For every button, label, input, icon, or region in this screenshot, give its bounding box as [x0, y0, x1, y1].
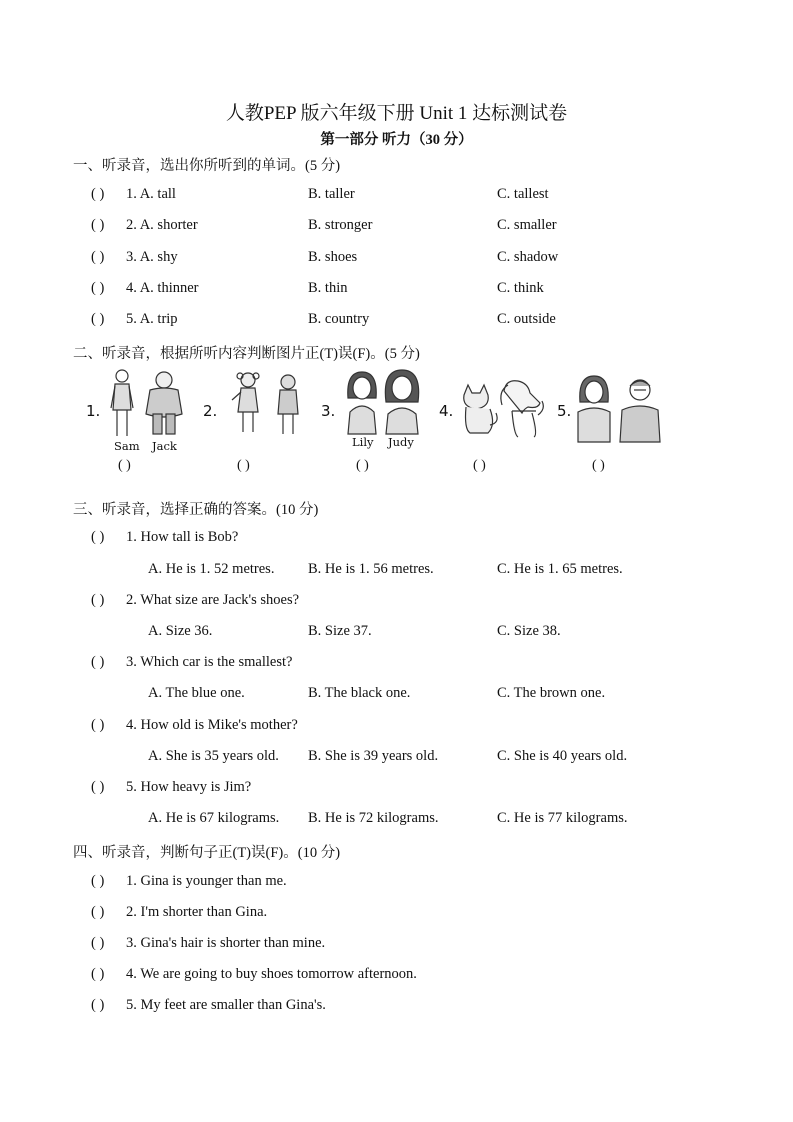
picture-2-number: 2.	[203, 402, 218, 420]
label-jack: Jack	[152, 439, 177, 453]
section-4-heading: 四、听录音，判断句子正(T)误(F)。(10 分)	[73, 845, 341, 861]
s4-statement-5: ( ) 5. My feet are smaller than Gina's.	[91, 997, 326, 1013]
picture-4-answer[interactable]: ( )	[473, 458, 486, 473]
answer-paren[interactable]: ( )	[91, 249, 105, 265]
s1-question-4: ( ) 4. A. thinner	[91, 280, 199, 296]
s1-q4-option-b: B. thin	[308, 280, 348, 296]
s3-question-5: ( ) 5. How heavy is Jim?	[91, 779, 252, 795]
s1-question-5: ( ) 5. A. trip	[91, 311, 178, 327]
s3-q4-option-c: C. She is 40 years old.	[497, 748, 628, 764]
picture-1-number: 1.	[86, 402, 101, 420]
section-1-heading: 一、听录音，选出你所听到的单词。(5 分)	[73, 158, 341, 174]
s1-q3-option-b: B. shoes	[308, 249, 358, 265]
s3-q3-option-c: C. The brown one.	[497, 685, 606, 701]
section-3-heading: 三、听录音，选择正确的答案。(10 分)	[73, 502, 319, 518]
s3-q4-option-b: B. She is 39 years old.	[308, 748, 439, 764]
s3-q2-option-a: A. Size 36.	[148, 623, 213, 639]
s1-question-2: ( ) 2. A. shorter	[91, 217, 198, 233]
picture-5-number: 5.	[557, 402, 572, 420]
answer-paren[interactable]: ( )	[91, 311, 105, 327]
s1-question-1: ( ) 1. A. tall	[91, 186, 176, 202]
part-subtitle: 第一部分 听力（30 分）	[320, 132, 473, 148]
picture-5-answer[interactable]: ( )	[592, 458, 605, 473]
label-judy: Judy	[388, 435, 414, 449]
s4-statement-3: ( ) 3. Gina's hair is shorter than mine.	[91, 935, 326, 951]
picture-4-cat-dog	[456, 375, 546, 441]
s3-question-3: ( ) 3. Which car is the smallest?	[91, 654, 293, 670]
answer-paren[interactable]: ( )	[91, 904, 105, 920]
s3-q2-option-c: C. Size 38.	[497, 623, 561, 639]
answer-paren[interactable]: ( )	[91, 280, 105, 296]
s1-q1-option-b: B. taller	[308, 186, 355, 202]
answer-paren[interactable]: ( )	[91, 717, 105, 733]
answer-paren[interactable]: ( )	[91, 873, 105, 889]
s3-q3-option-b: B. The black one.	[308, 685, 411, 701]
s3-question-2: ( ) 2. What size are Jack's shoes?	[91, 592, 300, 608]
picture-1-sam-jack	[104, 368, 188, 450]
answer-paren[interactable]: ( )	[91, 529, 105, 545]
s3-q5-option-b: B. He is 72 kilograms.	[308, 810, 439, 826]
s3-q1-option-a: A. He is 1. 52 metres.	[148, 561, 275, 577]
s1-q2-option-c: C. smaller	[497, 217, 557, 233]
picture-3-number: 3.	[321, 402, 336, 420]
s1-q4-option-c: C. think	[497, 280, 544, 296]
picture-3-answer[interactable]: ( )	[356, 458, 369, 473]
answer-paren[interactable]: ( )	[91, 779, 105, 795]
s1-q5-option-c: C. outside	[497, 311, 556, 327]
label-sam: Sam	[114, 439, 140, 453]
s3-q1-option-b: B. He is 1. 56 metres.	[308, 561, 434, 577]
answer-paren[interactable]: ( )	[91, 217, 105, 233]
answer-paren[interactable]: ( )	[91, 592, 105, 608]
s1-q5-option-b: B. country	[308, 311, 370, 327]
answer-paren[interactable]: ( )	[91, 966, 105, 982]
s4-statement-4: ( ) 4. We are going to buy shoes tomorrow afternoon.	[91, 966, 417, 982]
s4-statement-2: ( ) 2. I'm shorter than Gina.	[91, 904, 268, 920]
s3-q4-option-a: A. She is 35 years old.	[148, 748, 279, 764]
s1-q3-option-c: C. shadow	[497, 249, 559, 265]
picture-2-answer[interactable]: ( )	[237, 458, 250, 473]
s3-question-1: ( ) 1. How tall is Bob?	[91, 529, 239, 545]
s1-q1-option-c: C. tallest	[497, 186, 549, 202]
s1-q2-option-b: B. stronger	[308, 217, 373, 233]
picture-1-answer[interactable]: ( )	[118, 458, 131, 473]
answer-paren[interactable]: ( )	[91, 935, 105, 951]
picture-2-girl-boy	[228, 368, 308, 450]
section-2-heading: 二、听录音，根据所听内容判断图片正(T)误(F)。(5 分)	[73, 346, 420, 362]
picture-3-lily-judy	[342, 368, 422, 438]
picture-5-woman-man	[574, 372, 662, 446]
answer-paren[interactable]: ( )	[91, 186, 105, 202]
answer-paren[interactable]: ( )	[91, 997, 105, 1013]
answer-paren[interactable]: ( )	[91, 654, 105, 670]
exam-title: 人教PEP 版六年级下册 Unit 1 达标测试卷	[225, 103, 568, 124]
s3-q5-option-a: A. He is 67 kilograms.	[148, 810, 280, 826]
s3-q3-option-a: A. The blue one.	[148, 685, 245, 701]
s3-q1-option-c: C. He is 1. 65 metres.	[497, 561, 623, 577]
s1-question-3: ( ) 3. A. shy	[91, 249, 178, 265]
s3-question-4: ( ) 4. How old is Mike's mother?	[91, 717, 298, 733]
label-lily: Lily	[352, 435, 374, 449]
s3-q5-option-c: C. He is 77 kilograms.	[497, 810, 628, 826]
s3-q2-option-b: B. Size 37.	[308, 623, 372, 639]
s4-statement-1: ( ) 1. Gina is younger than me.	[91, 873, 287, 889]
picture-4-number: 4.	[439, 402, 454, 420]
